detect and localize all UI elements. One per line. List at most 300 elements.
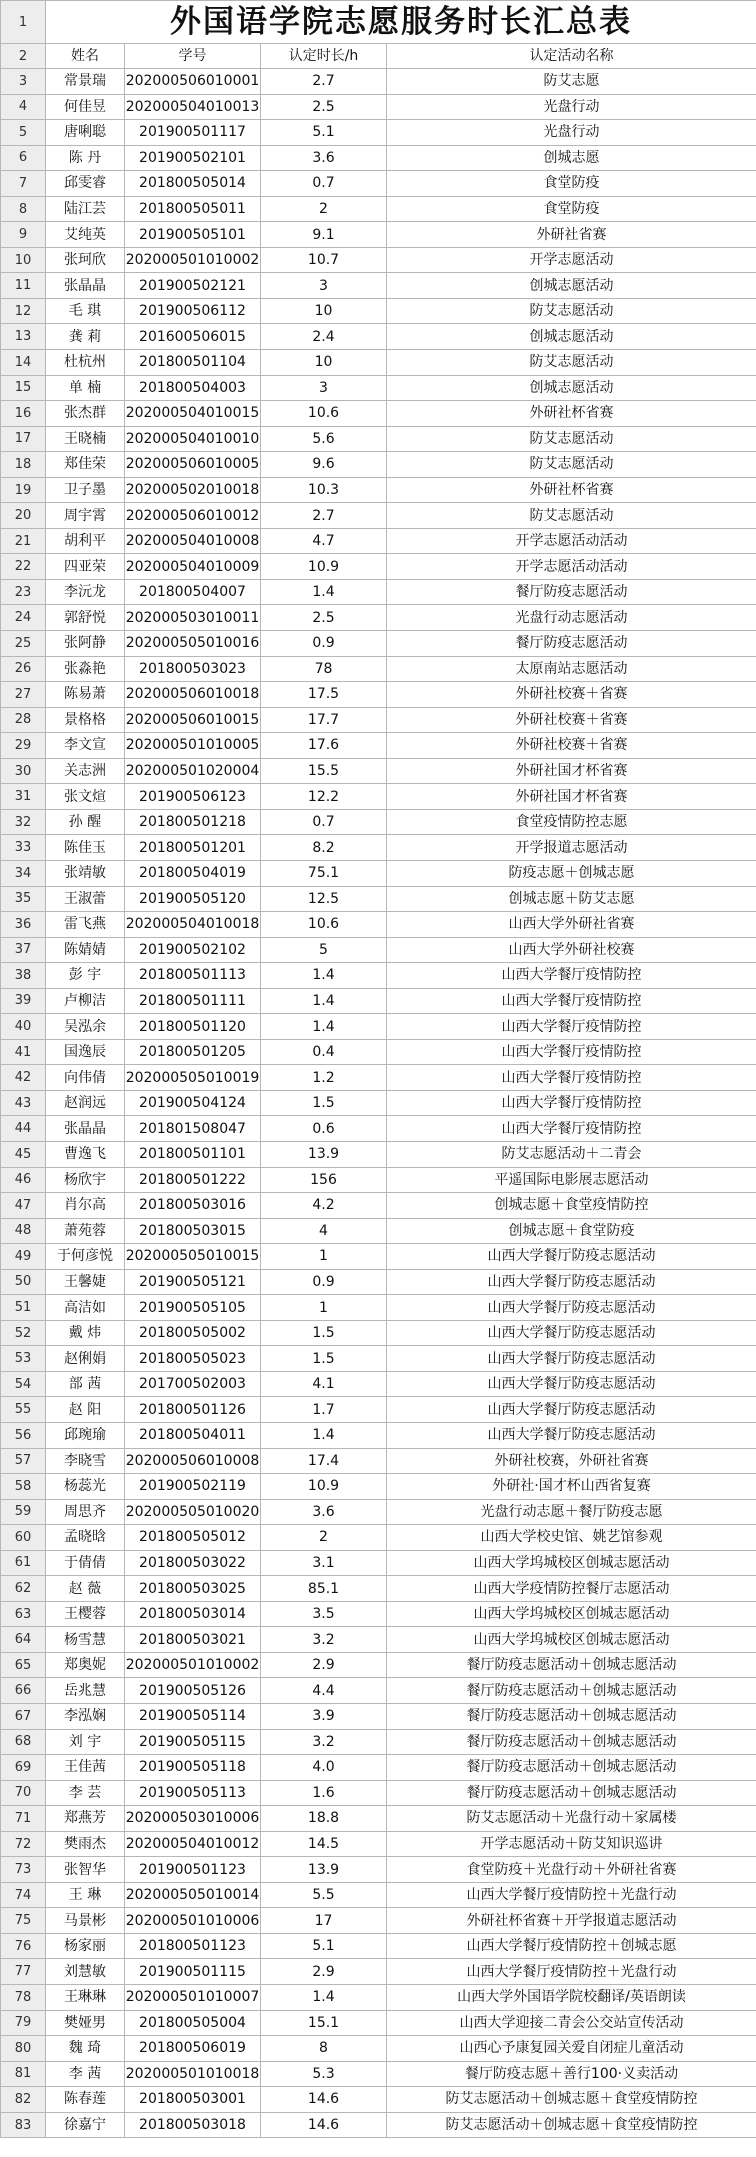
cell-student-id[interactable]: 201800501126 <box>125 1397 261 1423</box>
cell-hours[interactable]: 0.9 <box>261 1269 387 1295</box>
row-number[interactable]: 2 <box>1 44 46 69</box>
cell-student-id[interactable]: 202000501010007 <box>125 1985 261 2011</box>
cell-name[interactable]: 肖尔高 <box>46 1193 125 1219</box>
cell-activity[interactable]: 山西大学餐厅疫情防控 <box>387 1090 756 1116</box>
cell-hours[interactable]: 14.6 <box>261 2112 387 2138</box>
cell-student-id[interactable]: 201800505004 <box>125 2010 261 2036</box>
row-number[interactable]: 42 <box>1 1065 46 1091</box>
row-number[interactable]: 8 <box>1 196 46 222</box>
cell-hours[interactable]: 2.7 <box>261 503 387 529</box>
cell-hours[interactable]: 1 <box>261 1295 387 1321</box>
cell-name[interactable]: 张珂欣 <box>46 247 125 273</box>
cell-activity[interactable]: 餐厅防疫志愿活动＋创城志愿活动 <box>387 1652 756 1678</box>
cell-name[interactable]: 刘慧敏 <box>46 1959 125 1985</box>
cell-hours[interactable]: 12.5 <box>261 886 387 912</box>
cell-activity[interactable]: 山西大学外研社省赛 <box>387 912 756 938</box>
cell-student-id[interactable]: 201800501113 <box>125 963 261 989</box>
row-number[interactable]: 58 <box>1 1474 46 1500</box>
cell-student-id[interactable]: 201800503016 <box>125 1193 261 1219</box>
cell-name[interactable]: 杨雪慧 <box>46 1627 125 1653</box>
cell-hours[interactable]: 14.5 <box>261 1831 387 1857</box>
cell-name[interactable]: 郑佳荣 <box>46 452 125 478</box>
cell-name[interactable]: 李沅龙 <box>46 579 125 605</box>
cell-name[interactable]: 孙 醒 <box>46 809 125 835</box>
cell-student-id[interactable]: 202000501010005 <box>125 733 261 759</box>
cell-student-id[interactable]: 202000501010006 <box>125 1908 261 1934</box>
header-student-id[interactable]: 学号 <box>125 44 261 69</box>
cell-name[interactable]: 卫子墨 <box>46 477 125 503</box>
cell-name[interactable]: 王琳琳 <box>46 1985 125 2011</box>
cell-hours[interactable]: 1.4 <box>261 1422 387 1448</box>
cell-activity[interactable]: 山西心予康复园关爱自闭症儿童活动 <box>387 2036 756 2062</box>
cell-student-id[interactable]: 201900504124 <box>125 1090 261 1116</box>
row-number[interactable]: 16 <box>1 401 46 427</box>
cell-activity[interactable]: 山西大学餐厅防疫志愿活动 <box>387 1422 756 1448</box>
cell-hours[interactable]: 1.4 <box>261 1985 387 2011</box>
header-hours[interactable]: 认定时长/h <box>261 44 387 69</box>
cell-student-id[interactable]: 201900501117 <box>125 120 261 146</box>
cell-student-id[interactable]: 201900505114 <box>125 1704 261 1730</box>
cell-hours[interactable]: 1.5 <box>261 1320 387 1346</box>
cell-activity[interactable]: 餐厅防疫志愿活动＋创城志愿活动 <box>387 1704 756 1730</box>
cell-activity[interactable]: 山西大学餐厅疫情防控 <box>387 1065 756 1091</box>
cell-name[interactable]: 唐唎聪 <box>46 120 125 146</box>
cell-student-id[interactable]: 201800503018 <box>125 2112 261 2138</box>
row-number[interactable]: 33 <box>1 835 46 861</box>
cell-hours[interactable]: 3 <box>261 375 387 401</box>
cell-hours[interactable]: 8.2 <box>261 835 387 861</box>
cell-hours[interactable]: 18.8 <box>261 1806 387 1832</box>
cell-student-id[interactable]: 201900505115 <box>125 1729 261 1755</box>
cell-hours[interactable]: 4.7 <box>261 528 387 554</box>
cell-name[interactable]: 张智华 <box>46 1857 125 1883</box>
cell-student-id[interactable]: 202000503010011 <box>125 605 261 631</box>
cell-student-id[interactable]: 201900502119 <box>125 1474 261 1500</box>
cell-hours[interactable]: 5.3 <box>261 2061 387 2087</box>
cell-hours[interactable]: 17.7 <box>261 707 387 733</box>
row-number[interactable]: 1 <box>1 1 46 44</box>
cell-name[interactable]: 张淼艳 <box>46 656 125 682</box>
cell-name[interactable]: 郑奥妮 <box>46 1652 125 1678</box>
cell-name[interactable]: 赵 阳 <box>46 1397 125 1423</box>
cell-hours[interactable]: 2 <box>261 196 387 222</box>
cell-hours[interactable]: 0.6 <box>261 1116 387 1142</box>
cell-hours[interactable]: 10 <box>261 298 387 324</box>
cell-student-id[interactable]: 201900506123 <box>125 784 261 810</box>
row-number[interactable]: 17 <box>1 426 46 452</box>
cell-activity[interactable]: 创城志愿活动 <box>387 375 756 401</box>
cell-activity[interactable]: 外研社杯省赛 <box>387 401 756 427</box>
cell-student-id[interactable]: 201700502003 <box>125 1371 261 1397</box>
row-number[interactable]: 81 <box>1 2061 46 2087</box>
cell-activity[interactable]: 外研社校赛＋省赛 <box>387 707 756 733</box>
cell-activity[interactable]: 外研社·国才杯山西省复赛 <box>387 1474 756 1500</box>
cell-name[interactable]: 向伟倩 <box>46 1065 125 1091</box>
row-number[interactable]: 45 <box>1 1141 46 1167</box>
cell-student-id[interactable]: 201800505014 <box>125 171 261 197</box>
cell-activity[interactable]: 防艾志愿活动 <box>387 298 756 324</box>
row-number[interactable]: 27 <box>1 682 46 708</box>
cell-hours[interactable]: 156 <box>261 1167 387 1193</box>
cell-student-id[interactable]: 202000502010018 <box>125 477 261 503</box>
cell-student-id[interactable]: 202000501010018 <box>125 2061 261 2087</box>
cell-hours[interactable]: 0.9 <box>261 631 387 657</box>
cell-student-id[interactable]: 201900502121 <box>125 273 261 299</box>
cell-activity[interactable]: 太原南站志愿活动 <box>387 656 756 682</box>
row-number[interactable]: 26 <box>1 656 46 682</box>
cell-hours[interactable]: 1.4 <box>261 1014 387 1040</box>
cell-student-id[interactable]: 201800503025 <box>125 1576 261 1602</box>
cell-hours[interactable]: 10.6 <box>261 401 387 427</box>
row-number[interactable]: 13 <box>1 324 46 350</box>
cell-student-id[interactable]: 202000506010008 <box>125 1448 261 1474</box>
cell-name[interactable]: 张阿静 <box>46 631 125 657</box>
cell-hours[interactable]: 3.2 <box>261 1729 387 1755</box>
cell-hours[interactable]: 17.5 <box>261 682 387 708</box>
cell-name[interactable]: 四亚荣 <box>46 554 125 580</box>
cell-activity[interactable]: 餐厅防疫志愿活动＋创城志愿活动 <box>387 1780 756 1806</box>
row-number[interactable]: 21 <box>1 528 46 554</box>
cell-name[interactable]: 邱琬瑜 <box>46 1422 125 1448</box>
cell-hours[interactable]: 3.6 <box>261 145 387 171</box>
cell-name[interactable]: 周思齐 <box>46 1499 125 1525</box>
cell-hours[interactable]: 5 <box>261 937 387 963</box>
cell-student-id[interactable]: 201800503021 <box>125 1627 261 1653</box>
cell-hours[interactable]: 5.5 <box>261 1882 387 1908</box>
cell-activity[interactable]: 食堂防疫 <box>387 171 756 197</box>
row-number[interactable]: 60 <box>1 1525 46 1551</box>
cell-name[interactable]: 王 琳 <box>46 1882 125 1908</box>
cell-hours[interactable]: 1.6 <box>261 1780 387 1806</box>
cell-student-id[interactable]: 201800501101 <box>125 1141 261 1167</box>
cell-activity[interactable]: 开学志愿活动 <box>387 247 756 273</box>
row-number[interactable]: 55 <box>1 1397 46 1423</box>
cell-student-id[interactable]: 202000504010010 <box>125 426 261 452</box>
cell-student-id[interactable]: 202000504010009 <box>125 554 261 580</box>
cell-hours[interactable]: 4.4 <box>261 1678 387 1704</box>
cell-activity[interactable]: 防艾志愿活动＋创城志愿＋食堂疫情防控 <box>387 2112 756 2138</box>
cell-name[interactable]: 于倩倩 <box>46 1550 125 1576</box>
cell-name[interactable]: 陈佳玉 <box>46 835 125 861</box>
row-number[interactable]: 62 <box>1 1576 46 1602</box>
cell-hours[interactable]: 2.5 <box>261 605 387 631</box>
cell-student-id[interactable]: 201900505121 <box>125 1269 261 1295</box>
cell-hours[interactable]: 0.7 <box>261 171 387 197</box>
row-number[interactable]: 37 <box>1 937 46 963</box>
cell-student-id[interactable]: 202000501020004 <box>125 758 261 784</box>
cell-hours[interactable]: 10.9 <box>261 1474 387 1500</box>
cell-student-id[interactable]: 201800501120 <box>125 1014 261 1040</box>
cell-student-id[interactable]: 201900505105 <box>125 1295 261 1321</box>
cell-activity[interactable]: 创城志愿＋防艾志愿 <box>387 886 756 912</box>
cell-name[interactable]: 邱雯睿 <box>46 171 125 197</box>
cell-hours[interactable]: 12.2 <box>261 784 387 810</box>
row-number[interactable]: 74 <box>1 1882 46 1908</box>
cell-hours[interactable]: 3.2 <box>261 1627 387 1653</box>
row-number[interactable]: 64 <box>1 1627 46 1653</box>
row-number[interactable]: 72 <box>1 1831 46 1857</box>
cell-activity[interactable]: 光盘行动 <box>387 120 756 146</box>
cell-name[interactable]: 于何彦悦 <box>46 1244 125 1270</box>
row-number[interactable]: 68 <box>1 1729 46 1755</box>
cell-hours[interactable]: 4.0 <box>261 1755 387 1781</box>
cell-name[interactable]: 王佳茜 <box>46 1755 125 1781</box>
cell-student-id[interactable]: 201800504003 <box>125 375 261 401</box>
cell-hours[interactable]: 4.2 <box>261 1193 387 1219</box>
cell-name[interactable]: 孟晓晗 <box>46 1525 125 1551</box>
header-name[interactable]: 姓名 <box>46 44 125 69</box>
cell-activity[interactable]: 餐厅防疫志愿活动 <box>387 631 756 657</box>
cell-student-id[interactable]: 201800504007 <box>125 579 261 605</box>
cell-hours[interactable]: 5.1 <box>261 120 387 146</box>
cell-name[interactable]: 戴 炜 <box>46 1320 125 1346</box>
row-number[interactable]: 52 <box>1 1320 46 1346</box>
cell-name[interactable]: 曹逸飞 <box>46 1141 125 1167</box>
cell-student-id[interactable]: 201900506112 <box>125 298 261 324</box>
cell-name[interactable]: 魏 琦 <box>46 2036 125 2062</box>
cell-activity[interactable]: 防艾志愿活动 <box>387 426 756 452</box>
row-number[interactable]: 63 <box>1 1601 46 1627</box>
row-number[interactable]: 76 <box>1 1933 46 1959</box>
cell-student-id[interactable]: 201900505126 <box>125 1678 261 1704</box>
cell-hours[interactable]: 5.1 <box>261 1933 387 1959</box>
cell-activity[interactable]: 创城志愿活动 <box>387 324 756 350</box>
cell-name[interactable]: 高洁如 <box>46 1295 125 1321</box>
cell-name[interactable]: 吴泓余 <box>46 1014 125 1040</box>
cell-name[interactable]: 樊雨杰 <box>46 1831 125 1857</box>
cell-name[interactable]: 陈婧婧 <box>46 937 125 963</box>
cell-name[interactable]: 常景瑞 <box>46 69 125 95</box>
cell-activity[interactable]: 防艾志愿活动 <box>387 452 756 478</box>
cell-hours[interactable]: 14.6 <box>261 2087 387 2113</box>
cell-activity[interactable]: 开学志愿活动＋防艾知识巡讲 <box>387 1831 756 1857</box>
cell-hours[interactable]: 2.4 <box>261 324 387 350</box>
cell-activity[interactable]: 开学志愿活动活动 <box>387 554 756 580</box>
cell-name[interactable]: 何佳昱 <box>46 94 125 120</box>
cell-activity[interactable]: 山西大学餐厅疫情防控＋光盘行动 <box>387 1959 756 1985</box>
cell-activity[interactable]: 创城志愿＋食堂疫情防控 <box>387 1193 756 1219</box>
cell-hours[interactable]: 10.3 <box>261 477 387 503</box>
row-number[interactable]: 9 <box>1 222 46 248</box>
cell-student-id[interactable]: 201800505012 <box>125 1525 261 1551</box>
row-number[interactable]: 44 <box>1 1116 46 1142</box>
cell-name[interactable]: 张晶晶 <box>46 273 125 299</box>
row-number[interactable]: 82 <box>1 2087 46 2113</box>
row-number[interactable]: 39 <box>1 988 46 1014</box>
cell-hours[interactable]: 2.9 <box>261 1959 387 1985</box>
cell-activity[interactable]: 山西大学餐厅防疫志愿活动 <box>387 1295 756 1321</box>
cell-activity[interactable]: 食堂疫情防控志愿 <box>387 809 756 835</box>
cell-activity[interactable]: 防艾志愿活动 <box>387 350 756 376</box>
row-number[interactable]: 6 <box>1 145 46 171</box>
cell-student-id[interactable]: 202000504010012 <box>125 1831 261 1857</box>
cell-hours[interactable]: 17.6 <box>261 733 387 759</box>
cell-name[interactable]: 赵俐娟 <box>46 1346 125 1372</box>
cell-activity[interactable]: 山西大学餐厅疫情防控＋光盘行动 <box>387 1882 756 1908</box>
cell-activity[interactable]: 平遥国际电影展志愿活动 <box>387 1167 756 1193</box>
cell-activity[interactable]: 山西大学餐厅防疫志愿活动 <box>387 1346 756 1372</box>
cell-hours[interactable]: 1.2 <box>261 1065 387 1091</box>
cell-name[interactable]: 李文宣 <box>46 733 125 759</box>
cell-student-id[interactable]: 202000506010005 <box>125 452 261 478</box>
cell-hours[interactable]: 17.4 <box>261 1448 387 1474</box>
cell-name[interactable]: 单 楠 <box>46 375 125 401</box>
cell-student-id[interactable]: 201800504019 <box>125 860 261 886</box>
cell-activity[interactable]: 山西大学迎接二青会公交站宣传活动 <box>387 2010 756 2036</box>
cell-hours[interactable]: 10.6 <box>261 912 387 938</box>
cell-student-id[interactable]: 201801508047 <box>125 1116 261 1142</box>
cell-hours[interactable]: 13.9 <box>261 1857 387 1883</box>
cell-activity[interactable]: 光盘行动志愿活动 <box>387 605 756 631</box>
sheet-title[interactable]: 外国语学院志愿服务时长汇总表 <box>46 1 756 44</box>
cell-hours[interactable]: 15.5 <box>261 758 387 784</box>
cell-student-id[interactable]: 201900505120 <box>125 886 261 912</box>
cell-student-id[interactable]: 201800503023 <box>125 656 261 682</box>
cell-activity[interactable]: 开学志愿活动活动 <box>387 528 756 554</box>
cell-hours[interactable]: 10.7 <box>261 247 387 273</box>
cell-student-id[interactable]: 202000501010002 <box>125 247 261 273</box>
row-number[interactable]: 25 <box>1 631 46 657</box>
cell-activity[interactable]: 餐厅防疫志愿活动＋创城志愿活动 <box>387 1678 756 1704</box>
row-number[interactable]: 79 <box>1 2010 46 2036</box>
cell-hours[interactable]: 13.9 <box>261 1141 387 1167</box>
cell-name[interactable]: 陈易萧 <box>46 682 125 708</box>
row-number[interactable]: 23 <box>1 579 46 605</box>
row-number[interactable]: 41 <box>1 1039 46 1065</box>
cell-hours[interactable]: 3 <box>261 273 387 299</box>
row-number[interactable]: 49 <box>1 1244 46 1270</box>
row-number[interactable]: 20 <box>1 503 46 529</box>
cell-name[interactable]: 赵 薇 <box>46 1576 125 1602</box>
cell-activity[interactable]: 防艾志愿活动＋二青会 <box>387 1141 756 1167</box>
cell-student-id[interactable]: 201900502102 <box>125 937 261 963</box>
row-number[interactable]: 69 <box>1 1755 46 1781</box>
row-number[interactable]: 71 <box>1 1806 46 1832</box>
cell-name[interactable]: 雷飞燕 <box>46 912 125 938</box>
cell-hours[interactable]: 3.5 <box>261 1601 387 1627</box>
cell-activity[interactable]: 防疫志愿＋创城志愿 <box>387 860 756 886</box>
cell-activity[interactable]: 防艾志愿活动＋光盘行动＋家属楼 <box>387 1806 756 1832</box>
cell-name[interactable]: 李晓雪 <box>46 1448 125 1474</box>
row-number[interactable]: 54 <box>1 1371 46 1397</box>
cell-activity[interactable]: 食堂防疫 <box>387 196 756 222</box>
cell-activity[interactable]: 山西大学餐厅防疫志愿活动 <box>387 1320 756 1346</box>
cell-hours[interactable]: 1.5 <box>261 1346 387 1372</box>
cell-student-id[interactable]: 201800501104 <box>125 350 261 376</box>
cell-activity[interactable]: 餐厅防疫志愿＋善行100·义卖活动 <box>387 2061 756 2087</box>
cell-hours[interactable]: 1 <box>261 1244 387 1270</box>
cell-student-id[interactable]: 201800503001 <box>125 2087 261 2113</box>
cell-hours[interactable]: 1.7 <box>261 1397 387 1423</box>
cell-hours[interactable]: 2.7 <box>261 69 387 95</box>
row-number[interactable]: 36 <box>1 912 46 938</box>
row-number[interactable]: 18 <box>1 452 46 478</box>
cell-name[interactable]: 樊娅男 <box>46 2010 125 2036</box>
cell-activity[interactable]: 餐厅防疫志愿活动 <box>387 579 756 605</box>
cell-student-id[interactable]: 202000505010015 <box>125 1244 261 1270</box>
cell-activity[interactable]: 山西大学坞城校区创城志愿活动 <box>387 1627 756 1653</box>
cell-activity[interactable]: 山西大学坞城校区创城志愿活动 <box>387 1550 756 1576</box>
row-number[interactable]: 83 <box>1 2112 46 2138</box>
cell-student-id[interactable]: 202000506010001 <box>125 69 261 95</box>
cell-student-id[interactable]: 202000505010019 <box>125 1065 261 1091</box>
cell-student-id[interactable]: 202000505010016 <box>125 631 261 657</box>
cell-hours[interactable]: 3.1 <box>261 1550 387 1576</box>
row-number[interactable]: 50 <box>1 1269 46 1295</box>
cell-activity[interactable]: 开学报道志愿活动 <box>387 835 756 861</box>
cell-student-id[interactable]: 201800501201 <box>125 835 261 861</box>
cell-name[interactable]: 王樱蓉 <box>46 1601 125 1627</box>
cell-name[interactable]: 陆江芸 <box>46 196 125 222</box>
cell-student-id[interactable]: 202000501010002 <box>125 1652 261 1678</box>
cell-activity[interactable]: 外研社杯省赛 <box>387 477 756 503</box>
cell-name[interactable]: 赵润远 <box>46 1090 125 1116</box>
cell-hours[interactable]: 0.7 <box>261 809 387 835</box>
cell-activity[interactable]: 外研社杯省赛＋开学报道志愿活动 <box>387 1908 756 1934</box>
cell-hours[interactable]: 15.1 <box>261 2010 387 2036</box>
cell-name[interactable]: 马景彬 <box>46 1908 125 1934</box>
cell-activity[interactable]: 山西大学餐厅疫情防控 <box>387 1014 756 1040</box>
cell-name[interactable]: 关志洲 <box>46 758 125 784</box>
cell-hours[interactable]: 2 <box>261 1525 387 1551</box>
cell-activity[interactable]: 创城志愿活动 <box>387 273 756 299</box>
cell-name[interactable]: 郑燕芳 <box>46 1806 125 1832</box>
cell-name[interactable]: 刘 宇 <box>46 1729 125 1755</box>
row-number[interactable]: 28 <box>1 707 46 733</box>
cell-hours[interactable]: 1.4 <box>261 963 387 989</box>
cell-student-id[interactable]: 202000506010015 <box>125 707 261 733</box>
cell-student-id[interactable]: 202000505010020 <box>125 1499 261 1525</box>
cell-student-id[interactable]: 201800505002 <box>125 1320 261 1346</box>
row-number[interactable]: 31 <box>1 784 46 810</box>
cell-hours[interactable]: 2.9 <box>261 1652 387 1678</box>
cell-student-id[interactable]: 201900505118 <box>125 1755 261 1781</box>
header-activity[interactable]: 认定活动名称 <box>387 44 756 69</box>
cell-hours[interactable]: 10 <box>261 350 387 376</box>
cell-activity[interactable]: 餐厅防疫志愿活动＋创城志愿活动 <box>387 1755 756 1781</box>
cell-student-id[interactable]: 201800501123 <box>125 1933 261 1959</box>
cell-name[interactable]: 杨蕊光 <box>46 1474 125 1500</box>
cell-activity[interactable]: 山西大学坞城校区创城志愿活动 <box>387 1601 756 1627</box>
row-number[interactable]: 4 <box>1 94 46 120</box>
row-number[interactable]: 65 <box>1 1652 46 1678</box>
cell-activity[interactable]: 外研社国才杯省赛 <box>387 784 756 810</box>
cell-student-id[interactable]: 201800505023 <box>125 1346 261 1372</box>
cell-hours[interactable]: 9.6 <box>261 452 387 478</box>
row-number[interactable]: 15 <box>1 375 46 401</box>
cell-name[interactable]: 王馨婕 <box>46 1269 125 1295</box>
cell-name[interactable]: 王晓楠 <box>46 426 125 452</box>
row-number[interactable]: 29 <box>1 733 46 759</box>
cell-name[interactable]: 杨欣宇 <box>46 1167 125 1193</box>
row-number[interactable]: 32 <box>1 809 46 835</box>
cell-name[interactable]: 李 茜 <box>46 2061 125 2087</box>
row-number[interactable]: 61 <box>1 1550 46 1576</box>
row-number[interactable]: 73 <box>1 1857 46 1883</box>
cell-hours[interactable]: 0.4 <box>261 1039 387 1065</box>
cell-name[interactable]: 毛 琪 <box>46 298 125 324</box>
row-number[interactable]: 70 <box>1 1780 46 1806</box>
cell-student-id[interactable]: 201900501123 <box>125 1857 261 1883</box>
cell-name[interactable]: 部 茜 <box>46 1371 125 1397</box>
row-number[interactable]: 30 <box>1 758 46 784</box>
cell-hours[interactable]: 75.1 <box>261 860 387 886</box>
cell-student-id[interactable]: 201600506015 <box>125 324 261 350</box>
cell-activity[interactable]: 山西大学餐厅疫情防控 <box>387 1116 756 1142</box>
cell-activity[interactable]: 创城志愿＋食堂防疫 <box>387 1218 756 1244</box>
cell-hours[interactable]: 1.5 <box>261 1090 387 1116</box>
cell-activity[interactable]: 防艾志愿活动 <box>387 503 756 529</box>
